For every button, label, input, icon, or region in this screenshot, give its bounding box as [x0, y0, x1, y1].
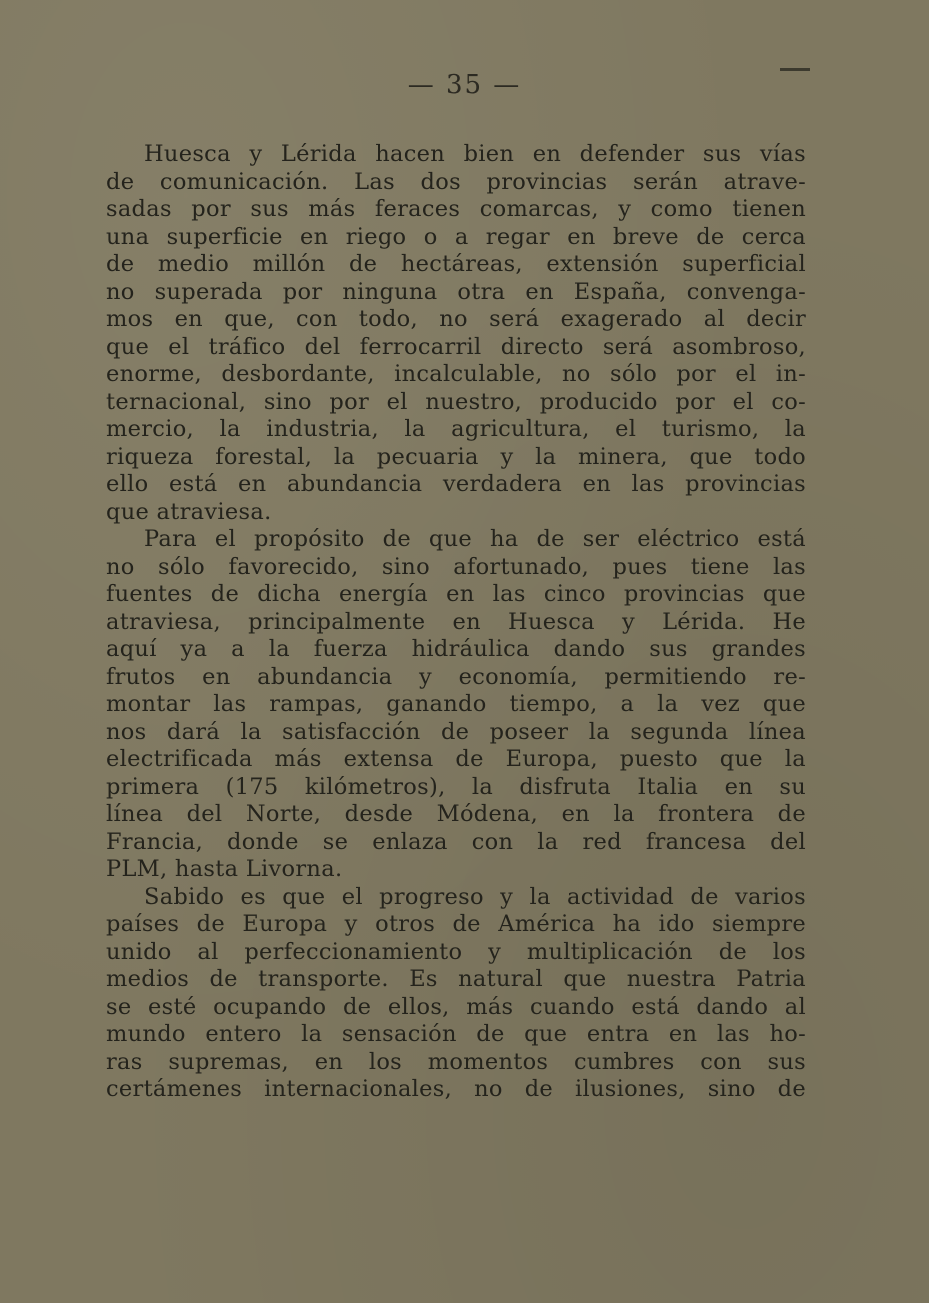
text-line: Francia, donde se enlaza con la red francesa del [106, 828, 806, 855]
text-line: Huesca y Lérida hacen bien en defender sus vías [144, 141, 806, 167]
text-line: que el tráfico del ferrocarril directo será asombroso, [106, 333, 806, 360]
text-line: nos dará la satisfacción de poseer la segunda línea [106, 718, 806, 745]
text-line: que atraviesa. [106, 498, 272, 525]
text-line: línea del Norte, desde Módena, en la frontera de [106, 801, 806, 827]
text-line: ras supremas, en los momentos cumbres con sus [106, 1048, 806, 1075]
text-line: ello está en abundancia verdadera en las provincias [106, 471, 806, 497]
text-line: primera (175 kilómetros), la disfruta Italia en su [106, 773, 806, 800]
text-line: ternacional, sino por el nuestro, producido por el co- [106, 388, 806, 415]
text-line: enorme, desbordante, incalculable, no sólo por el in- [106, 361, 806, 387]
text-line: no sólo favorecido, sino afortunado, pues tiene las [106, 553, 806, 580]
text-line: mercio, la industria, la agricultura, el turismo, la [106, 416, 806, 442]
text-line: medios de transporte. Es natural que nuestra Patria [106, 966, 806, 992]
text-line: países de Europa y otros de América ha ido siempre [106, 911, 806, 937]
text-line: Para el propósito de que ha de ser eléctrico está [144, 526, 806, 552]
text-line: mos en que, con todo, no será exagerado al decir [106, 306, 806, 332]
text-line: frutos en abundancia y economía, permitiendo re- [106, 663, 806, 690]
body-text [106, 141, 806, 1104]
text-line: electrificada más extensa de Europa, puesto que la [106, 746, 806, 772]
text-line: mundo entero la sensación de que entra en las ho- [106, 1021, 806, 1047]
text-line: aquí ya a la fuerza hidráulica dando sus grandes [106, 636, 806, 662]
text-line: montar las rampas, ganando tiempo, a la vez que [106, 691, 806, 717]
text-line: certámenes internacionales, no de ilusiones, sino de [106, 1076, 806, 1102]
text-line: Sabido es que el progreso y la actividad de varios [144, 883, 806, 910]
text-line: una superficie en riego o a regar en breve de cerca [106, 223, 806, 250]
text-line: atraviesa, principalmente en Huesca y Lérida. He [106, 608, 806, 635]
text-line: sadas por sus más feraces comarcas, y como tienen [106, 196, 806, 222]
text-line: PLM, hasta Livorna. [106, 856, 343, 882]
text-line: riqueza forestal, la pecuaria y la minera, que todo [106, 443, 806, 470]
text-line: de comunicación. Las dos provincias serán atrave- [106, 168, 806, 195]
text-line: se esté ocupando de ellos, más cuando está dando al [106, 993, 806, 1020]
page-number: — 35 — [407, 70, 522, 100]
printer-mark [780, 68, 810, 71]
text-line: no superada por ninguna otra en España, convenga- [106, 278, 806, 305]
text-line: de medio millón de hectáreas, extensión superficial [106, 251, 806, 277]
text-line: unido al perfeccionamiento y multiplicación de los [106, 938, 806, 965]
text-line: fuentes de dicha energía en las cinco provincias que [106, 581, 806, 607]
